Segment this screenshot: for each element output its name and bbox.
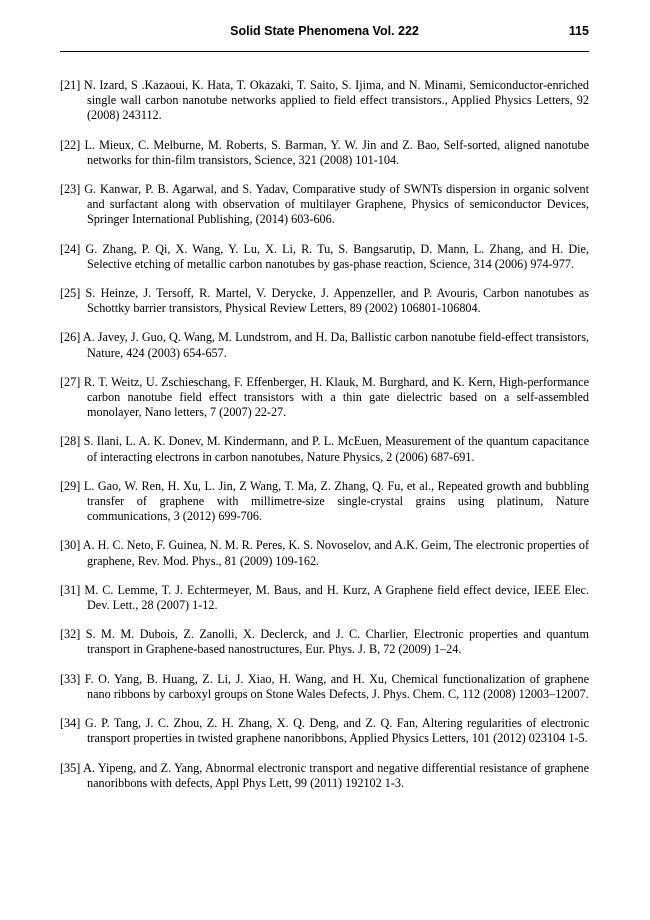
- reference-item: [60, 761, 589, 791]
- reference-number: [28]: [60, 434, 81, 449]
- reference-number: [32]: [60, 627, 81, 642]
- reference-item: [60, 434, 589, 464]
- reference-item: [60, 138, 589, 168]
- reference-number: [30]: [60, 538, 81, 553]
- reference-text: A. H. C. Neto, F. Guinea, N. M. R. Peres, K. S. Novoselov, and A.K. Geim, The electronic properties of graphene, Rev. Mod. Phys., 81 (2009) 109-162.: [82, 538, 590, 568]
- reference-item: [60, 330, 589, 360]
- reference-number: [25]: [60, 286, 81, 301]
- running-header: [60, 24, 589, 44]
- header-rule: [60, 51, 589, 52]
- reference-text: G. Kanwar, P. B. Agarwal, and S. Yadav, Comparative study of SWNTs dispersion in organic solvent and surfactant along with observation of multilayer Graphene, Physics of semiconductor Devices, Springer International Publishing, (2014) 603-606.: [84, 182, 589, 227]
- reference-item: [60, 627, 589, 657]
- reference-text: G. P. Tang, J. C. Zhou, Z. H. Zhang, X. Q. Deng, and Z. Q. Fan, Altering regularities of electronic transport properties in twisted graphene nanoribbons, Applied Physics Letters, 101 (2012) 023104 1-5.: [84, 716, 590, 746]
- reference-list: [60, 78, 589, 805]
- reference-text: G. Zhang, P. Qi, X. Wang, Y. Lu, X. Li, R. Tu, S. Bangsarutip, D. Mann, L. Zhang, and H. Die, Selective etching of metallic carbon nanotubes by gas-phase reaction, Science, 314 (2006) 974-977.: [85, 241, 590, 271]
- reference-number: [26]: [60, 330, 81, 345]
- reference-text: A. Javey, J. Guo, Q. Wang, M. Lundstrom, and H. Da, Ballistic carbon nanotube field-effect transistors, Nature, 424 (2003) 654-657.: [82, 330, 589, 360]
- reference-number: [33]: [60, 671, 81, 686]
- reference-item: [60, 716, 589, 746]
- reference-item: [60, 78, 589, 124]
- reference-text: S. M. M. Dubois, Z. Zanolli, X. Declerck, and J. C. Charlier, Electronic properties and quantum transport in Graphene-based nanostructures, Eur. Phys. J. B, 72 (2009) 1–24.: [85, 627, 589, 657]
- reference-item: [60, 672, 589, 702]
- journal-title: Solid State Phenomena Vol. 222: [230, 24, 419, 38]
- reference-number: [21]: [60, 78, 81, 92]
- reference-number: [27]: [60, 374, 81, 389]
- reference-text: N. Izard, S .Kazaoui, K. Hata, T. Okazaki, T. Saito, S. Ijima, and N. Minami, Semiconductor-enriched single wall carbon nanotube networks applied to field effect transistors., Applied Physics Letters, 92 (2008) 243112.: [83, 78, 590, 123]
- reference-number: [34]: [60, 716, 81, 731]
- reference-number: [31]: [60, 582, 81, 597]
- reference-text: R. T. Weitz, U. Zschieschang, F. Effenberger, H. Klauk, M. Burghard, and K. Kern, High-performance carbon nanotube field effect transistors with a thin gate dielectric based on a self-assembled monolayer, Nano letters, 7 (2007) 22-27.: [83, 374, 590, 420]
- reference-number: [29]: [60, 478, 81, 493]
- reference-item: [60, 583, 589, 613]
- reference-number: [22]: [60, 137, 81, 152]
- reference-item: [60, 479, 589, 525]
- reference-item: [60, 538, 589, 568]
- reference-number: [23]: [60, 182, 81, 197]
- reference-text: S. Heinze, J. Tersoff, R. Martel, V. Derycke, J. Appenzeller, and P. Avouris, Carbon nanotubes as Schottky barrier transistors, Physical Review Letters, 89 (2002) 106801-106804.: [85, 286, 590, 316]
- reference-number: [35]: [60, 760, 81, 775]
- reference-text: L. Gao, W. Ren, H. Xu, L. Jin, Z Wang, T. Ma, Z. Zhang, Q. Fu, et al., Repeated growth and bubbling transfer of graphene with millimetre-size single-crystal grains using platinum, Nature communications, 3 (2012) 699-706.: [83, 478, 590, 524]
- reference-item: [60, 242, 589, 272]
- page-number: 115: [568, 24, 589, 38]
- reference-item: [60, 286, 589, 316]
- reference-item: [60, 375, 589, 421]
- reference-text: L. Mieux, C. Melburne, M. Roberts, S. Barman, Y. W. Jin and Z. Bao, Self-sorted, aligned nanotube networks for thin-film transistors, Science, 321 (2008) 101-104.: [84, 137, 589, 167]
- reference-number: [24]: [60, 241, 81, 256]
- reference-text: S. Ilani, L. A. K. Donev, M. Kindermann, and P. L. McEuen, Measurement of the quantum capacitance of interacting electrons in carbon nanotubes, Nature Physics, 2 (2006) 687-691.: [83, 434, 590, 464]
- reference-text: A. Yipeng, and Z. Yang, Abnormal electronic transport and negative differential resistance of graphene nanoribbons with defects, Appl Phys Lett, 99 (2011) 192102 1-3.: [83, 760, 589, 790]
- reference-item: [60, 182, 589, 228]
- reference-text: M. C. Lemme, T. J. Echtermeyer, M. Baus, and H. Kurz, A Graphene field effect device, IEEE Elec. Dev. Lett., 28 (2007) 1-12.: [84, 582, 589, 613]
- reference-text: F. O. Yang, B. Huang, Z. Li, J. Xiao, H. Wang, and H. Xu, Chemical functionalization of graphene nano ribbons by carboxyl groups on Stone Wales Defects, J. Phys. Chem. C, 112 (2008) 12003–12007.: [84, 671, 590, 701]
